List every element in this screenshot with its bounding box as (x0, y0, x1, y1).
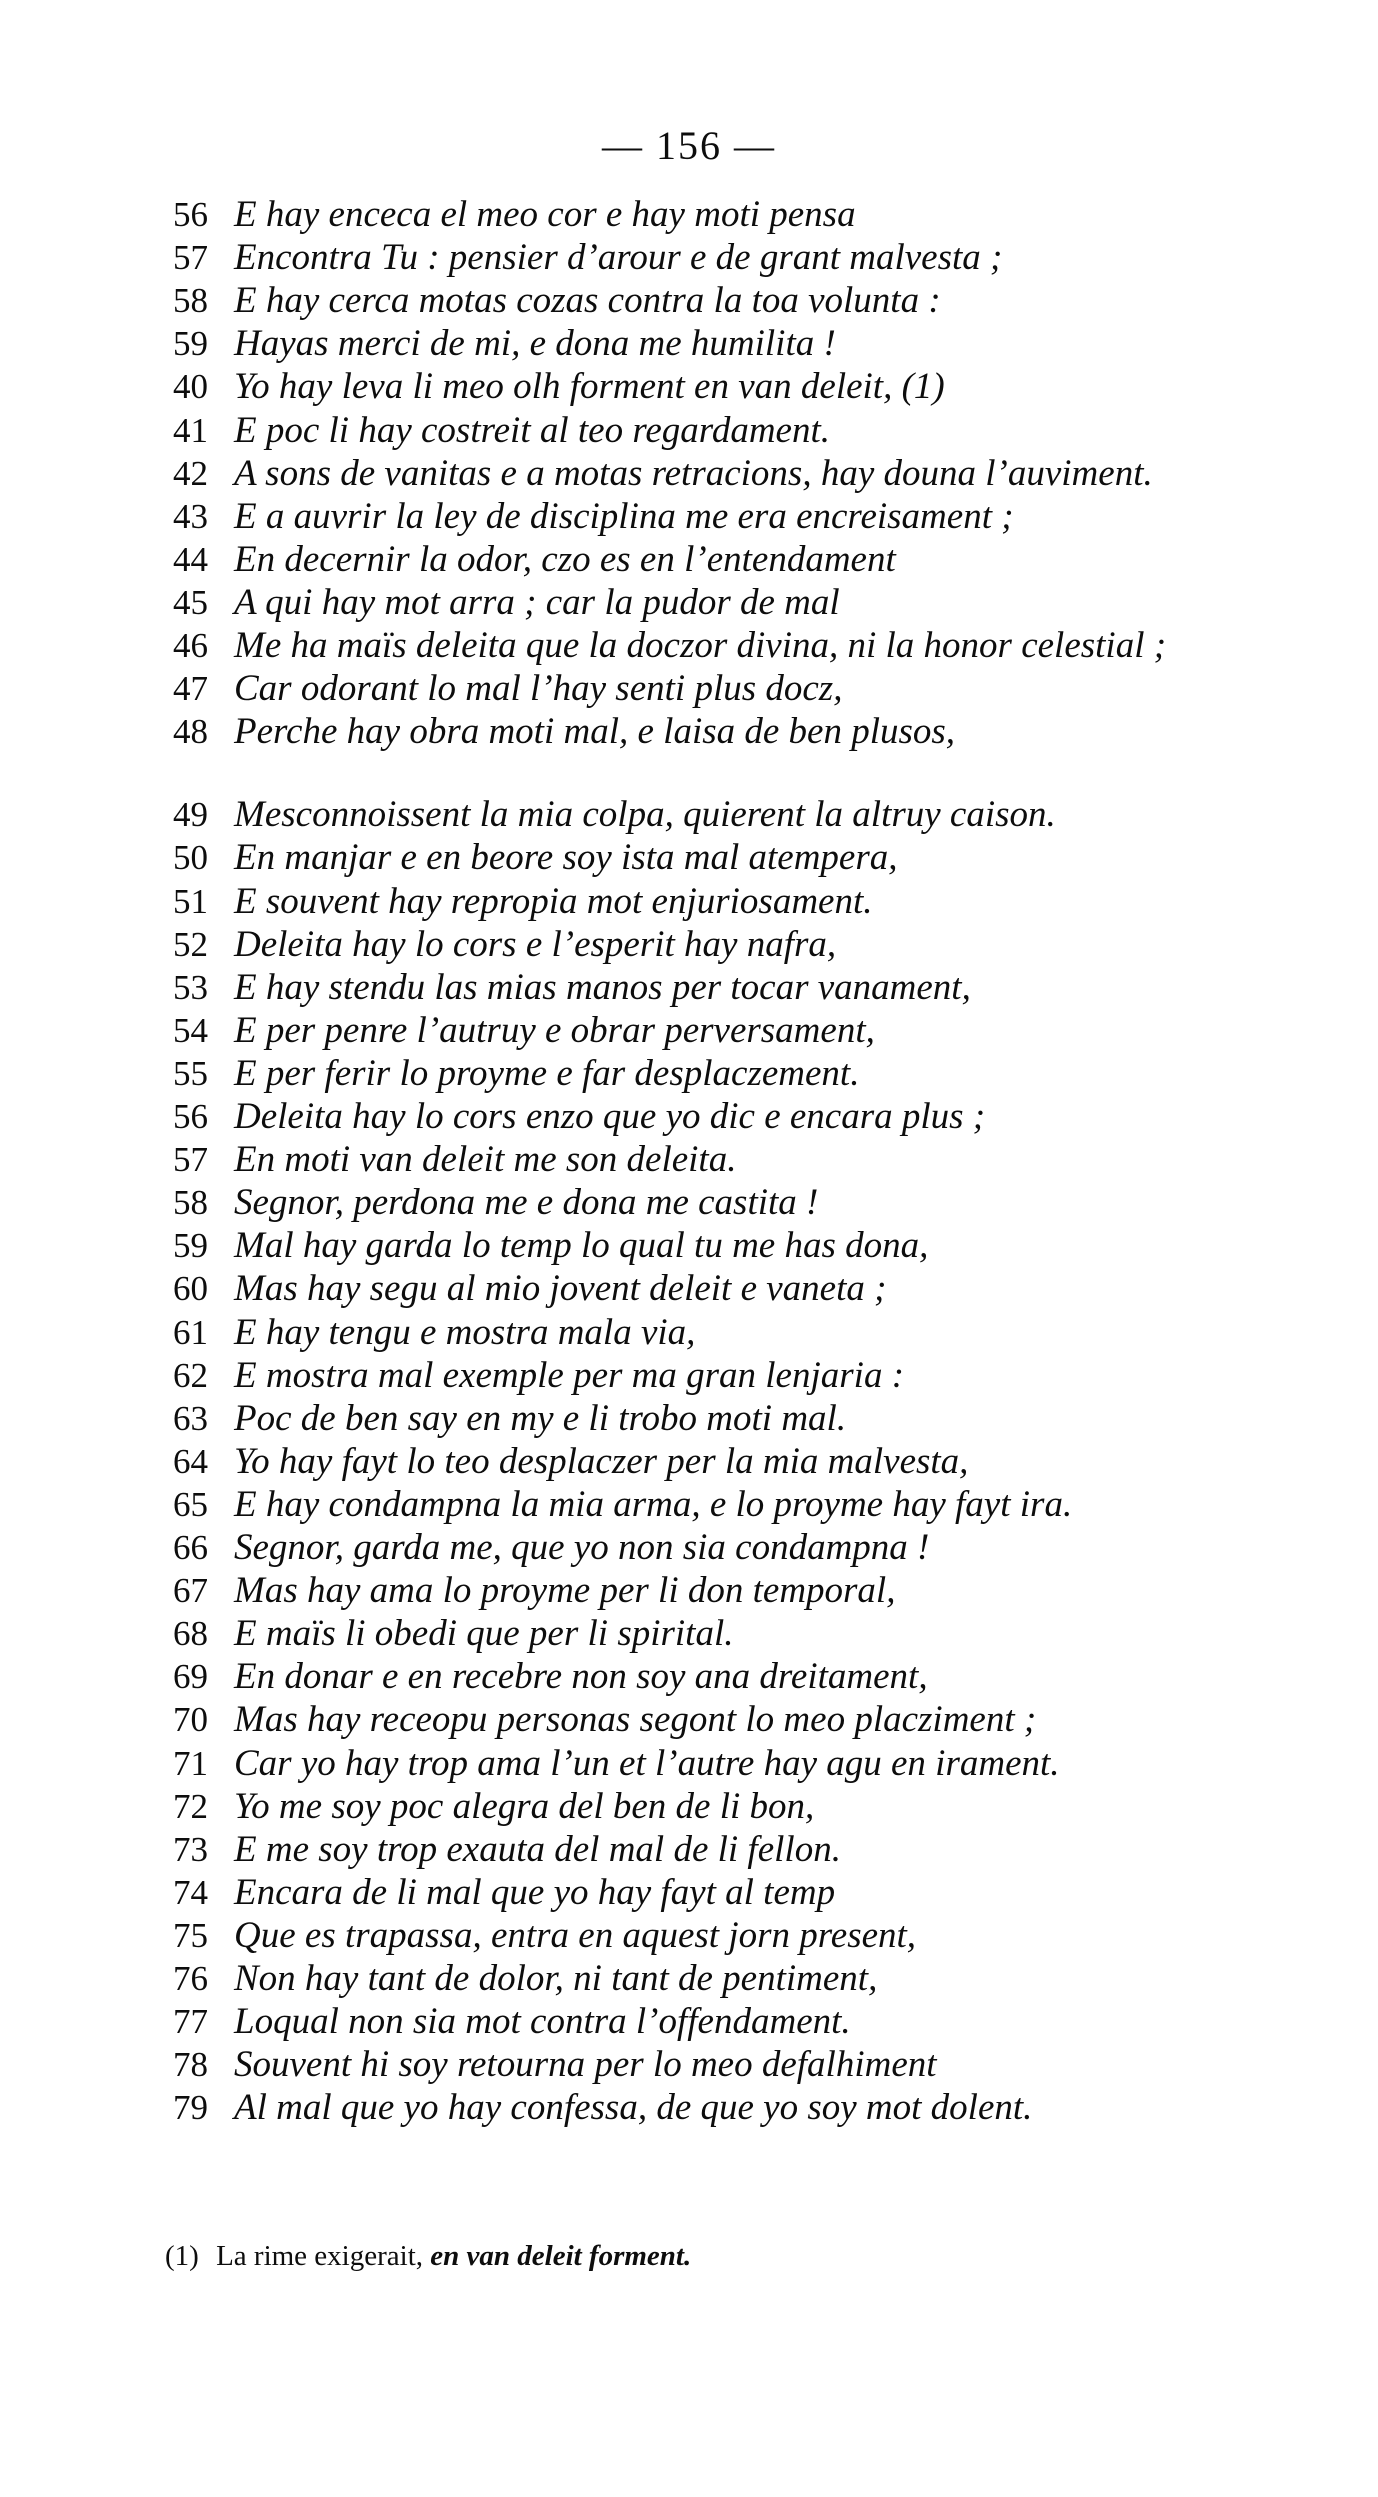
verse-text: E per ferir lo proyme e far desplaczement. (234, 1052, 860, 1094)
footnote (165, 2240, 691, 2273)
verse-line (0, 366, 1378, 408)
verse-text: En decernir la odor, czo es en l’entendament (234, 538, 896, 580)
verse-line (0, 1872, 1378, 1914)
verse-text: Que es trapassa, entra en aquest jorn present, (234, 1914, 917, 1956)
verse-line (0, 967, 1378, 1009)
verse-line (0, 1398, 1378, 1440)
verse-line (0, 1527, 1378, 1569)
verse-text: E mostra mal exemple per ma gran lenjaria : (234, 1354, 905, 1396)
verse-number: 57 (173, 1140, 208, 1180)
verse-number: 40 (173, 367, 208, 407)
verse-number: 42 (173, 453, 208, 493)
verse-line (0, 1743, 1378, 1785)
verse-number: 45 (173, 582, 208, 622)
verse-line (0, 1268, 1378, 1310)
verse-number: 63 (173, 1398, 208, 1438)
verse-line (0, 1958, 1378, 2000)
verse-number: 59 (173, 324, 208, 364)
verse-text: Segnor, garda me, que yo non sia condampna ! (234, 1527, 930, 1568)
verse-line (0, 1613, 1378, 1655)
verse-number: 66 (173, 1528, 208, 1567)
verse-line (0, 1355, 1378, 1397)
verse-text: Encara de li mal que yo hay fayt al temp (234, 1871, 836, 1913)
verse-line (0, 1182, 1378, 1224)
verse-number: 62 (173, 1355, 208, 1395)
verse-number: 43 (173, 496, 208, 536)
verse-line (0, 496, 1378, 538)
verse-number: 46 (173, 626, 208, 665)
verse-line (0, 1829, 1378, 1871)
verse-line (0, 1010, 1378, 1052)
verse-text: Deleita hay lo cors enzo que yo dic e encara plus ; (234, 1096, 986, 1137)
verse-text: Mal hay garda lo temp lo qual tu me has dona, (234, 1225, 929, 1267)
verse-text: E poc li hay costreit al teo regardament. (234, 409, 830, 451)
verse-text: Encontra Tu : pensier d’arour e de grant malvesta ; (234, 237, 1003, 279)
verse-number: 73 (173, 1829, 208, 1869)
verse-line (0, 280, 1378, 322)
verse-line (0, 1441, 1378, 1483)
verse-text: Me ha maïs deleita que la doczor divina, ni la honor celestial ; (234, 625, 1167, 666)
verse-number: 56 (173, 1097, 208, 1136)
verse-text: E a auvrir la ley de disciplina me era encreisament ; (234, 495, 1014, 537)
verse-text: A sons de vanitas e a motas retracions, hay douna l’auviment. (234, 452, 1153, 494)
verse-number: 78 (173, 2045, 208, 2085)
verse-line (0, 924, 1378, 966)
verse-number: 58 (173, 281, 208, 321)
verse-line (0, 410, 1378, 452)
verse-number: 49 (173, 795, 208, 835)
verse-number: 48 (173, 712, 208, 752)
verse-line (0, 1699, 1378, 1741)
verse-text: E hay tengu e mostra mala via, (234, 1311, 696, 1353)
verse-text: Perche hay obra moti mal, e laisa de ben plusos, (234, 711, 956, 753)
verse-line (0, 323, 1378, 365)
verse-line (0, 2001, 1378, 2043)
verse-line (0, 1570, 1378, 1612)
verse-number: 68 (173, 1614, 208, 1654)
verse-line (0, 1139, 1378, 1181)
verse-line (0, 881, 1378, 923)
page-number: — 156 — (602, 123, 776, 168)
verse-line (0, 453, 1378, 495)
verse-number: 58 (173, 1183, 208, 1223)
verse-text: Yo me soy poc alegra del ben de li bon, (234, 1785, 815, 1827)
verse-text: Poc de ben say en my e li trobo moti mal. (234, 1397, 847, 1439)
footnote-text: La rime exigerait, (216, 2240, 424, 2272)
verse-line (0, 668, 1378, 710)
verse-number: 44 (173, 539, 208, 579)
verse-number: 76 (173, 1959, 208, 1998)
verse-text: Al mal que yo hay confessa, de que yo soy mot dolent. (234, 2087, 1033, 2129)
verse-line (0, 1656, 1378, 1698)
verse-text: Mas hay segu al mio jovent deleit e vaneta ; (234, 1268, 887, 1310)
verse-number: 57 (173, 238, 208, 278)
verse-text: Yo hay leva li meo olh forment en van deleit, (1) (234, 366, 945, 408)
verse-number: 52 (173, 924, 208, 964)
verse-line (0, 1786, 1378, 1828)
verse-number: 53 (173, 967, 208, 1007)
verse-number: 59 (173, 1226, 208, 1266)
verse-number: 70 (173, 1700, 208, 1740)
verse-line (0, 837, 1378, 879)
verse-text: E hay enceca el meo cor e hay moti pensa (234, 194, 856, 235)
verse-line (0, 1312, 1378, 1354)
verse-text: En donar e en recebre non soy ana dreitament, (234, 1656, 928, 1698)
verse-text: Mas hay ama lo proyme per li don temporal, (234, 1570, 896, 1612)
verse-number: 74 (173, 1872, 208, 1912)
verse-number: 65 (173, 1484, 208, 1524)
verse-text: Deleita hay lo cors e l’esperit hay nafra, (234, 923, 837, 965)
verse-number: 72 (173, 1786, 208, 1826)
verse-number: 75 (173, 1915, 208, 1955)
verse-line (0, 582, 1378, 624)
verse-number: 61 (173, 1312, 208, 1352)
verse-number: 55 (173, 1053, 208, 1093)
verse-text: A qui hay mot arra ; car la pudor de mal (234, 581, 840, 623)
verse-line (0, 237, 1378, 279)
verse-text: E hay stendu las mias manos per tocar vanament, (234, 966, 971, 1008)
verse-number: 67 (173, 1571, 208, 1611)
verse-text: Non hay tant de dolor, ni tant de pentiment, (234, 1958, 878, 1999)
verse-text: E hay cerca motas cozas contra la toa volunta : (234, 280, 941, 322)
verse-number: 71 (173, 1743, 208, 1783)
footnote-italic-text: en van deleit forment. (430, 2240, 692, 2272)
verse-text: Mesconnoissent la mia colpa, quierent la altruy caison. (234, 794, 1056, 836)
verse-text: E per penre l’autruy e obrar perversament, (234, 1009, 875, 1051)
verse-line (0, 1096, 1378, 1138)
verse-text: E souvent hay repropia mot enjuriosament. (234, 880, 873, 922)
verse-line (0, 539, 1378, 581)
verse-text: Hayas merci de mi, e dona me humilita ! (234, 323, 836, 365)
verse-text: En manjar e en beore soy ista mal atempera, (234, 837, 898, 879)
verse-line (0, 194, 1378, 236)
footnote-ref: (1) (165, 2240, 199, 2272)
verse-line (0, 1915, 1378, 1957)
verse-text: Yo hay fayt lo teo desplaczer per la mia malvesta, (234, 1440, 969, 1482)
verse-number: 41 (173, 410, 208, 450)
verse-number: 50 (173, 838, 208, 878)
verse-line (0, 625, 1378, 667)
verse-number: 64 (173, 1441, 208, 1481)
verse-text: E hay condampna la mia arma, e lo proyme hay fayt ira. (234, 1483, 1073, 1525)
verse-number: 60 (173, 1269, 208, 1309)
verse-line (0, 711, 1378, 753)
verse-number: 69 (173, 1657, 208, 1697)
verse-text: Car yo hay trop ama l’un et l’autre hay agu en irament. (234, 1742, 1060, 1784)
verse-text: Mas hay receopu personas segont lo meo placziment ; (234, 1699, 1037, 1741)
verse-number: 51 (173, 881, 208, 921)
verse-text: Car odorant lo mal l’hay senti plus docz, (234, 668, 843, 710)
verse-line (0, 1225, 1378, 1267)
verse-number: 77 (173, 2002, 208, 2042)
verse-line (0, 794, 1378, 836)
verse-line (0, 2044, 1378, 2086)
verse-text: En moti van deleit me son deleita. (234, 1139, 737, 1181)
verse-line (0, 1053, 1378, 1095)
verse-number: 56 (173, 195, 208, 234)
verse-text: E me soy trop exauta del mal de li fellon. (234, 1828, 841, 1870)
verse-text: Souvent hi soy retourna per lo meo defalhiment (234, 2044, 937, 2086)
verse-number: 79 (173, 2088, 208, 2128)
verse-line (0, 1484, 1378, 1526)
verse-number: 54 (173, 1010, 208, 1050)
verse-text: Loqual non sia mot contra l’offendament. (234, 2001, 851, 2043)
verse-text: Segnor, perdona me e dona me castita ! (234, 1182, 819, 1224)
verse-line (0, 2087, 1378, 2129)
verse-text: E maïs li obedi que per li spirital. (234, 1613, 734, 1655)
verse-number: 47 (173, 669, 208, 709)
